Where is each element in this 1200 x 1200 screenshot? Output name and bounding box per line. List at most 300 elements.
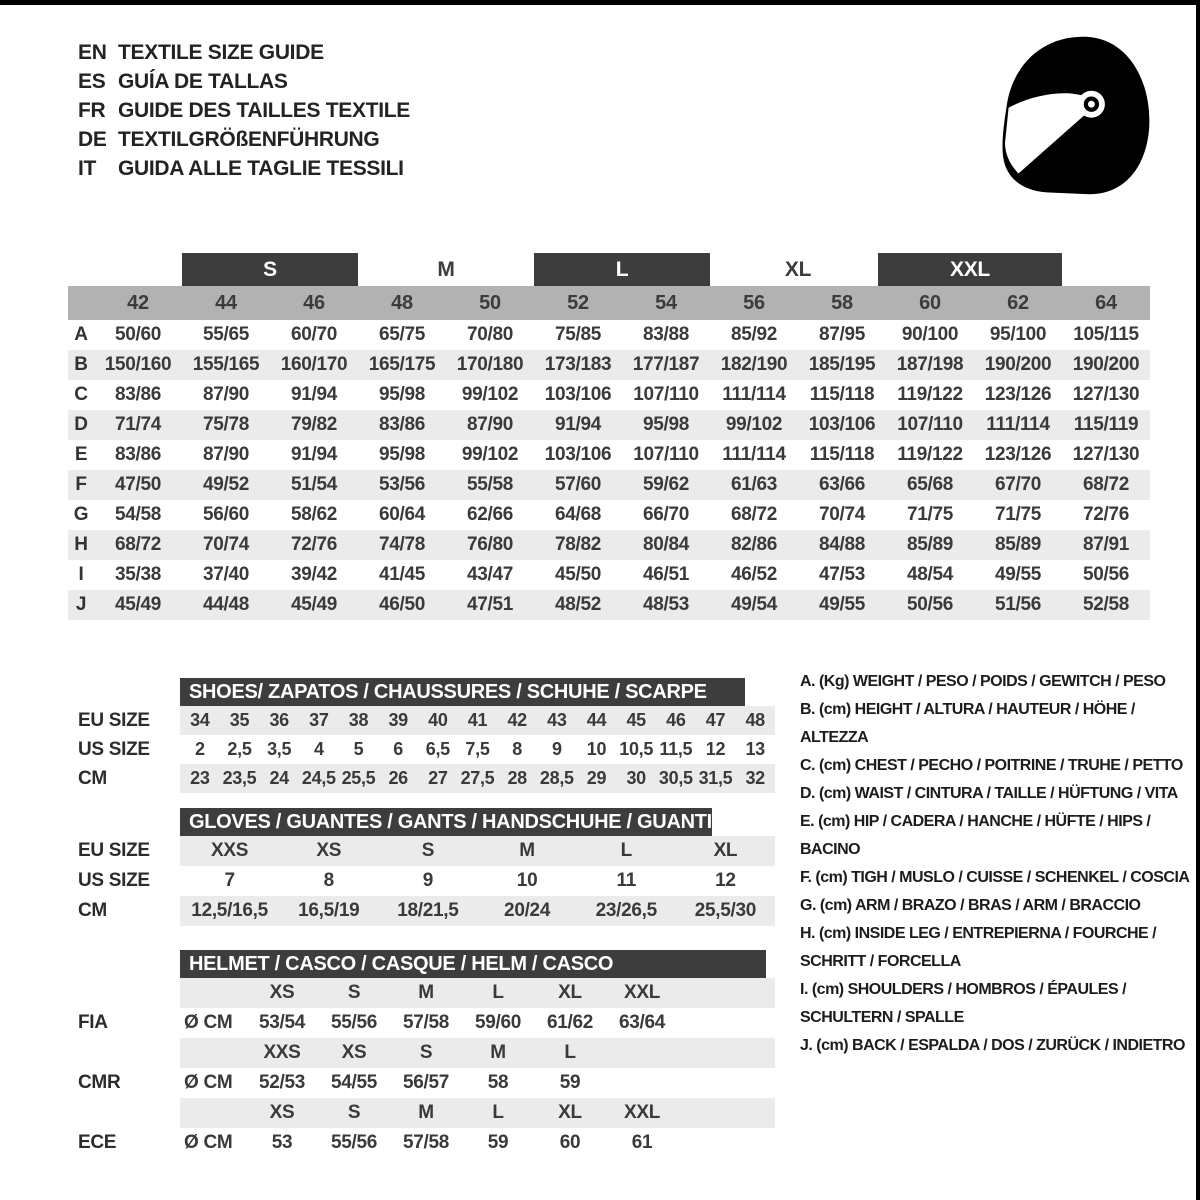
helmet-unit-cell: Ø CM — [184, 1132, 233, 1153]
helmet-row — [68, 1068, 775, 1098]
size-value-cell: 43/47 — [466, 564, 514, 585]
helmet-unit-cell: Ø CM — [184, 1012, 233, 1033]
size-value-cell: 39/42 — [290, 564, 338, 585]
shoes-value-cell: 46 — [656, 706, 696, 735]
size-value-cell: 111/114 — [722, 384, 786, 405]
size-band-xxl: XXL — [878, 253, 1062, 286]
size-value-cell: 111/114 — [986, 414, 1050, 435]
shoes-value-cell: 27 — [418, 764, 458, 793]
size-value-cell: 91/94 — [290, 444, 338, 465]
gloves-value-cell: 16,5/19 — [279, 896, 378, 926]
helmet-value-cell: XS — [246, 1098, 318, 1128]
row-label: F — [75, 474, 87, 495]
legend-item: A. (Kg) WEIGHT / PESO / POIDS / GEWITCH / PESO — [800, 673, 1166, 690]
measure-row — [68, 560, 1150, 590]
helmet-row — [68, 1038, 775, 1068]
helmet-value-cell: 56/57 — [402, 1072, 450, 1093]
size-value-cell: 115/119 — [1073, 414, 1139, 435]
size-value-cell: 107/110 — [633, 384, 699, 405]
shoes-value-cell: 10,5 — [619, 739, 654, 759]
gloves-row — [68, 896, 775, 926]
helmet-value-cell: M — [462, 1038, 534, 1068]
size-value-cell: 83/86 — [114, 384, 162, 405]
size-value-cell: 65/75 — [378, 324, 426, 345]
size-value-cell: 84/88 — [818, 534, 866, 555]
legend-item: E. (cm) HIP / CADERA / HANCHE / HÜFTE / HIPS / BACINO — [800, 813, 1151, 858]
size-value-cell: 99/102 — [461, 444, 519, 465]
size-value-cell: 187/198 — [896, 354, 964, 375]
size-value-cell: 66/70 — [642, 504, 690, 525]
measure-row — [68, 530, 1150, 560]
size-value-cell: 82/86 — [730, 534, 778, 555]
shoes-value-cell: 5 — [353, 739, 364, 759]
helmet-value-cell: XXL — [606, 978, 678, 1008]
size-value-cell: 58/62 — [290, 504, 338, 525]
gloves-value-cell: 25,5/30 — [676, 896, 775, 926]
size-value-cell: 74/78 — [378, 534, 426, 555]
size-value-cell: 35/38 — [114, 564, 162, 585]
size-column-header: 56 — [743, 292, 765, 314]
size-value-cell: 87/95 — [818, 324, 866, 345]
gloves-value-cell: 12 — [715, 870, 736, 891]
size-value-cell: 123/126 — [984, 384, 1052, 405]
size-value-cell: 119/122 — [897, 444, 963, 465]
language-row — [78, 154, 410, 183]
right-frame-line — [1196, 0, 1200, 1200]
helmet-row — [68, 1128, 775, 1158]
helmet-value-cell: L — [462, 978, 534, 1008]
shoes-row — [68, 735, 775, 764]
gloves-value-cell: M — [477, 836, 576, 866]
language-code: DE — [78, 128, 107, 151]
shoes-value-cell: 29 — [577, 764, 617, 793]
size-value-cell: 45/49 — [290, 594, 338, 615]
helmet-value-cell — [606, 1068, 678, 1098]
size-value-cell: 49/55 — [994, 564, 1042, 585]
shoes-value-cell: 2,5 — [227, 739, 252, 759]
language-title-block — [78, 38, 410, 183]
shoes-value-cell: 3,5 — [267, 739, 292, 759]
size-value-cell: 91/94 — [290, 384, 338, 405]
size-column-header: 48 — [391, 292, 413, 314]
helmet-row-filler — [678, 1128, 775, 1158]
size-value-cell: 50/56 — [1082, 564, 1130, 585]
helmet-value-cell: 61 — [631, 1132, 653, 1153]
helmet-value-cell: L — [534, 1038, 606, 1068]
shoes-row-label: EU SIZE — [78, 710, 150, 731]
helmet-table — [68, 978, 775, 1158]
size-value-cell: 165/175 — [368, 354, 436, 375]
size-value-cell: 90/100 — [901, 324, 959, 345]
gloves-value-cell: XXS — [180, 836, 279, 866]
shoes-row-label: CM — [78, 768, 107, 789]
size-value-cell: 51/56 — [994, 594, 1042, 615]
size-value-cell: 107/110 — [897, 414, 963, 435]
size-value-cell: 70/74 — [202, 534, 250, 555]
size-value-cell: 63/66 — [818, 474, 866, 495]
language-code: EN — [78, 41, 107, 64]
size-value-cell: 46/50 — [378, 594, 426, 615]
helmet-standard-label — [68, 1038, 180, 1068]
size-value-cell: 46/52 — [730, 564, 778, 585]
shoes-value-cell: 6 — [393, 739, 404, 759]
size-column-header: 52 — [567, 292, 589, 314]
shoes-value-cell: 37 — [299, 706, 339, 735]
size-value-cell: 44/48 — [202, 594, 250, 615]
row-label: G — [73, 504, 89, 525]
size-value-cell: 119/122 — [897, 384, 963, 405]
row-label: I — [78, 564, 84, 585]
size-band-l: L — [534, 253, 710, 286]
size-value-cell: 173/183 — [544, 354, 612, 375]
helmet-value-cell: 60 — [559, 1132, 581, 1153]
size-value-cell: 72/76 — [290, 534, 338, 555]
gloves-value-cell: 12,5/16,5 — [180, 896, 279, 926]
size-value-cell: 49/55 — [818, 594, 866, 615]
language-row — [78, 67, 410, 96]
size-value-cell: 60/70 — [290, 324, 338, 345]
helmet-standard-label: ECE — [78, 1132, 117, 1153]
size-value-cell: 65/68 — [906, 474, 954, 495]
shoes-value-cell: 8 — [512, 739, 523, 759]
size-value-cell: 103/106 — [544, 384, 612, 405]
size-column-header: 62 — [1007, 292, 1029, 314]
helmet-value-cell: XXL — [606, 1098, 678, 1128]
measure-row — [68, 380, 1150, 410]
size-value-cell: 57/60 — [554, 474, 602, 495]
size-value-cell: 51/54 — [290, 474, 338, 495]
shoes-value-cell: 2 — [194, 739, 205, 759]
gloves-value-cell: 23/26,5 — [577, 896, 676, 926]
row-label: D — [74, 414, 88, 435]
helmet-value-cell: 61/62 — [546, 1012, 594, 1033]
shoes-value-cell: 27,5 — [458, 764, 498, 793]
helmet-value-cell: 57/58 — [402, 1132, 450, 1153]
shoes-value-cell: 44 — [577, 706, 617, 735]
size-value-cell: 87/90 — [202, 444, 250, 465]
size-value-cell: 127/130 — [1072, 384, 1140, 405]
size-value-cell: 71/74 — [114, 414, 162, 435]
helmet-value-cell: 52/53 — [258, 1072, 306, 1093]
size-value-cell: 71/75 — [994, 504, 1042, 525]
measure-row — [68, 500, 1150, 530]
shoes-value-cell: 7,5 — [465, 739, 490, 759]
helmet-value-cell: 54/55 — [330, 1072, 378, 1093]
size-value-cell: 49/52 — [202, 474, 250, 495]
helmet-icon — [975, 25, 1170, 205]
helmet-value-cell: M — [390, 1098, 462, 1128]
gloves-table — [68, 836, 775, 926]
size-value-cell: 160/170 — [280, 354, 348, 375]
size-value-cell: 111/114 — [722, 444, 786, 465]
size-value-cell: 79/82 — [290, 414, 338, 435]
size-band-m: M — [437, 258, 455, 281]
shoes-value-cell: 31,5 — [696, 764, 736, 793]
measure-row — [68, 350, 1150, 380]
shoes-value-cell: 25,5 — [339, 764, 379, 793]
language-code: ES — [78, 70, 106, 93]
size-value-cell: 170/180 — [456, 354, 524, 375]
size-value-cell: 95/98 — [378, 444, 426, 465]
size-value-cell: 60/64 — [378, 504, 426, 525]
size-value-cell: 83/88 — [642, 324, 690, 345]
helmet-value-cell: 55/56 — [330, 1012, 378, 1033]
size-value-cell: 185/195 — [808, 354, 876, 375]
shoes-value-cell: 40 — [418, 706, 458, 735]
helmet-unit-cell — [180, 978, 246, 1008]
language-row — [78, 38, 410, 67]
helmet-standard-label: CMR — [78, 1072, 121, 1093]
language-code: IT — [78, 157, 97, 180]
shoes-value-cell: 34 — [180, 706, 220, 735]
legend-item: F. (cm) TIGH / MUSLO / CUISSE / SCHENKEL / COSCIA — [800, 869, 1190, 886]
helmet-value-cell: 59 — [559, 1072, 581, 1093]
shoes-row — [68, 764, 775, 793]
measure-row — [68, 590, 1150, 620]
shoes-value-cell: 38 — [339, 706, 379, 735]
size-value-cell: 68/72 — [730, 504, 778, 525]
size-band-xl: XL — [784, 258, 812, 281]
helmet-value-cell: XL — [534, 1098, 606, 1128]
helmet-value-cell: 55/56 — [330, 1132, 378, 1153]
size-value-cell: 53/56 — [378, 474, 426, 495]
legend-item: B. (cm) HEIGHT / ALTURA / HAUTEUR / HÖHE / ALTEZZA — [800, 701, 1135, 746]
size-value-cell: 48/53 — [642, 594, 690, 615]
size-value-cell: 48/52 — [554, 594, 602, 615]
row-label: E — [74, 444, 88, 465]
row-label: B — [74, 354, 88, 375]
helmet-row — [68, 1008, 775, 1038]
size-value-cell: 105/115 — [1073, 324, 1139, 345]
size-value-cell: 115/118 — [809, 384, 875, 405]
size-value-cell: 62/66 — [466, 504, 514, 525]
shoes-value-cell: 9 — [551, 739, 562, 759]
language-title: GUIDE DES TAILLES TEXTILE — [118, 99, 410, 122]
gloves-row-label: US SIZE — [78, 870, 150, 891]
size-value-cell: 87/90 — [202, 384, 250, 405]
size-column-header-row — [68, 286, 1150, 320]
helmet-unit-cell — [180, 1098, 246, 1128]
shoes-section-title-bar: SHOES/ ZAPATOS / CHAUSSURES / SCHUHE / SCARPE — [180, 678, 745, 706]
size-value-cell: 67/70 — [994, 474, 1042, 495]
helmet-value-cell: XS — [246, 978, 318, 1008]
helmet-value-cell: XS — [318, 1038, 390, 1068]
shoes-value-cell: 11,5 — [659, 739, 693, 759]
helmet-value-cell: 57/58 — [402, 1012, 450, 1033]
helmet-standard-label: FIA — [78, 1012, 108, 1033]
helmet-value-cell: M — [390, 978, 462, 1008]
size-value-cell: 68/72 — [1082, 474, 1130, 495]
size-value-cell: 49/54 — [730, 594, 778, 615]
shoes-value-cell: 28 — [497, 764, 537, 793]
size-value-cell: 127/130 — [1072, 444, 1140, 465]
measure-row — [68, 470, 1150, 500]
size-value-cell: 64/68 — [554, 504, 602, 525]
size-value-cell: 70/74 — [818, 504, 866, 525]
size-value-cell: 87/90 — [466, 414, 514, 435]
size-value-cell: 80/84 — [642, 534, 690, 555]
measure-row — [68, 440, 1150, 470]
size-value-cell: 47/50 — [114, 474, 162, 495]
size-column-header: 44 — [215, 292, 237, 314]
size-value-cell: 68/72 — [114, 534, 162, 555]
top-frame-line — [0, 0, 1200, 5]
size-value-cell: 177/187 — [632, 354, 700, 375]
size-value-cell: 37/40 — [202, 564, 250, 585]
shoes-value-cell: 36 — [259, 706, 299, 735]
size-value-cell: 99/102 — [461, 384, 519, 405]
helmet-standard-label — [68, 978, 180, 1008]
shoes-value-cell: 35 — [220, 706, 260, 735]
size-value-cell: 182/190 — [720, 354, 788, 375]
language-title: GUÍA DE TALLAS — [118, 70, 288, 93]
gloves-value-cell: S — [378, 836, 477, 866]
size-value-cell: 115/118 — [809, 444, 875, 465]
helmet-value-cell: XL — [534, 978, 606, 1008]
gloves-value-cell: 10 — [516, 870, 538, 891]
size-value-cell: 83/86 — [378, 414, 426, 435]
helmet-value-cell: S — [390, 1038, 462, 1068]
size-value-cell: 45/50 — [554, 564, 602, 585]
size-value-cell: 71/75 — [906, 504, 954, 525]
helmet-value-cell: 59/60 — [474, 1012, 522, 1033]
language-title: TEXTILE SIZE GUIDE — [118, 41, 324, 64]
size-value-cell: 76/80 — [466, 534, 514, 555]
gloves-value-cell: L — [577, 836, 676, 866]
size-value-cell: 150/160 — [104, 354, 172, 375]
row-label: H — [74, 534, 88, 555]
size-value-cell: 190/200 — [1072, 354, 1140, 375]
helmet-value-cell: 59 — [487, 1132, 509, 1153]
helmet-value-cell: 53/54 — [258, 1012, 306, 1033]
size-value-cell: 55/58 — [466, 474, 514, 495]
helmet-value-cell: S — [318, 978, 390, 1008]
helmet-value-cell: 58 — [487, 1072, 509, 1093]
size-column-header: 58 — [831, 292, 853, 314]
helmet-row-filler — [678, 1008, 775, 1038]
size-value-cell: 85/89 — [906, 534, 954, 555]
gloves-value-cell: 18/21,5 — [378, 896, 477, 926]
shoes-value-cell: 23 — [180, 764, 220, 793]
shoes-value-cell: 28,5 — [537, 764, 577, 793]
size-column-header: 54 — [655, 292, 677, 314]
header-spacer — [68, 286, 94, 320]
helmet-value-cell: 53 — [271, 1132, 293, 1153]
shoes-value-cell: 48 — [735, 706, 775, 735]
row-label: C — [74, 384, 88, 405]
legend-item: G. (cm) ARM / BRAZO / BRAS / ARM / BRACCIO — [800, 897, 1141, 914]
gloves-value-cell: 20/24 — [477, 896, 576, 926]
main-size-table — [68, 320, 1150, 620]
helmet-value-cell: XXS — [246, 1038, 318, 1068]
size-value-cell: 85/92 — [730, 324, 778, 345]
shoes-value-cell: 12 — [705, 739, 726, 759]
legend-item: D. (cm) WAIST / CINTURA / TAILLE / HÜFTUNG / VITA — [800, 785, 1178, 802]
size-value-cell: 56/60 — [202, 504, 250, 525]
size-value-cell: 61/63 — [730, 474, 778, 495]
measurement-legend — [800, 668, 1196, 1060]
size-value-cell: 52/58 — [1082, 594, 1130, 615]
size-value-cell: 107/110 — [633, 444, 699, 465]
gloves-value-cell: XS — [279, 836, 378, 866]
language-row — [78, 96, 410, 125]
shoes-value-cell: 42 — [497, 706, 537, 735]
shoes-value-cell: 30,5 — [656, 764, 696, 793]
language-code: FR — [78, 99, 106, 122]
helmet-row-filler — [678, 1098, 775, 1128]
size-value-cell: 47/51 — [466, 594, 514, 615]
size-value-cell: 95/98 — [642, 414, 690, 435]
shoes-value-cell: 41 — [458, 706, 498, 735]
shoes-value-cell: 23,5 — [220, 764, 260, 793]
language-title: GUIDA ALLE TAGLIE TESSILI — [118, 157, 404, 180]
helmet-unit-cell: Ø CM — [184, 1072, 233, 1093]
shoes-value-cell: 39 — [378, 706, 418, 735]
gloves-section-title-bar: GLOVES / GUANTES / GANTS / HANDSCHUHE / GUANTI — [180, 808, 712, 836]
size-column-header: 50 — [479, 292, 501, 314]
size-value-cell: 87/91 — [1082, 534, 1130, 555]
measure-row — [68, 320, 1150, 350]
helmet-value-cell: 63/64 — [618, 1012, 666, 1033]
shoes-row — [68, 706, 775, 735]
size-value-cell: 75/78 — [202, 414, 250, 435]
size-band-row — [0, 253, 1200, 286]
gloves-value-cell: 7 — [224, 870, 235, 891]
shoes-value-cell: 24,5 — [299, 764, 339, 793]
size-value-cell: 41/45 — [378, 564, 426, 585]
shoes-value-cell: 24 — [259, 764, 299, 793]
helmet-section-title-bar: HELMET / CASCO / CASQUE / HELM / CASCO — [180, 950, 766, 978]
shoes-row-label: US SIZE — [78, 739, 150, 760]
row-label: J — [75, 594, 87, 615]
helmet-standard-label — [68, 1098, 180, 1128]
gloves-row-label: EU SIZE — [78, 840, 150, 861]
shoes-value-cell: 30 — [616, 764, 656, 793]
size-value-cell: 54/58 — [114, 504, 162, 525]
size-value-cell: 99/102 — [725, 414, 783, 435]
helmet-value-cell — [606, 1038, 678, 1068]
gloves-value-cell: 9 — [422, 870, 434, 891]
size-value-cell: 95/98 — [378, 384, 426, 405]
size-value-cell: 50/60 — [114, 324, 162, 345]
shoes-value-cell: 13 — [745, 739, 765, 759]
shoes-value-cell: 4 — [313, 739, 324, 759]
size-value-cell: 83/86 — [114, 444, 162, 465]
size-value-cell: 72/76 — [1082, 504, 1130, 525]
size-value-cell: 50/56 — [906, 594, 954, 615]
size-column-header: 42 — [127, 292, 149, 314]
size-column-header: 60 — [919, 292, 941, 314]
size-column-header: 46 — [303, 292, 325, 314]
legend-item: C. (cm) CHEST / PECHO / POITRINE / TRUHE / PETTO — [800, 757, 1183, 774]
gloves-row-label: CM — [78, 900, 107, 921]
gloves-value-cell: XL — [676, 836, 775, 866]
size-value-cell: 48/54 — [906, 564, 954, 585]
size-value-cell: 85/89 — [994, 534, 1042, 555]
size-value-cell: 123/126 — [984, 444, 1052, 465]
helmet-row-filler — [678, 978, 775, 1008]
helmet-row-filler — [678, 1068, 775, 1098]
helmet-value-cell: L — [462, 1098, 534, 1128]
language-title: TEXTILGRÖßENFÜHRUNG — [118, 128, 380, 151]
helmet-row-filler — [678, 1038, 775, 1068]
size-value-cell: 103/106 — [808, 414, 876, 435]
size-value-cell: 55/65 — [202, 324, 250, 345]
size-value-cell: 95/100 — [989, 324, 1047, 345]
size-value-cell: 91/94 — [554, 414, 602, 435]
gloves-row — [68, 866, 775, 896]
legend-item: J. (cm) BACK / ESPALDA / DOS / ZURÜCK / INDIETRO — [800, 1037, 1185, 1054]
